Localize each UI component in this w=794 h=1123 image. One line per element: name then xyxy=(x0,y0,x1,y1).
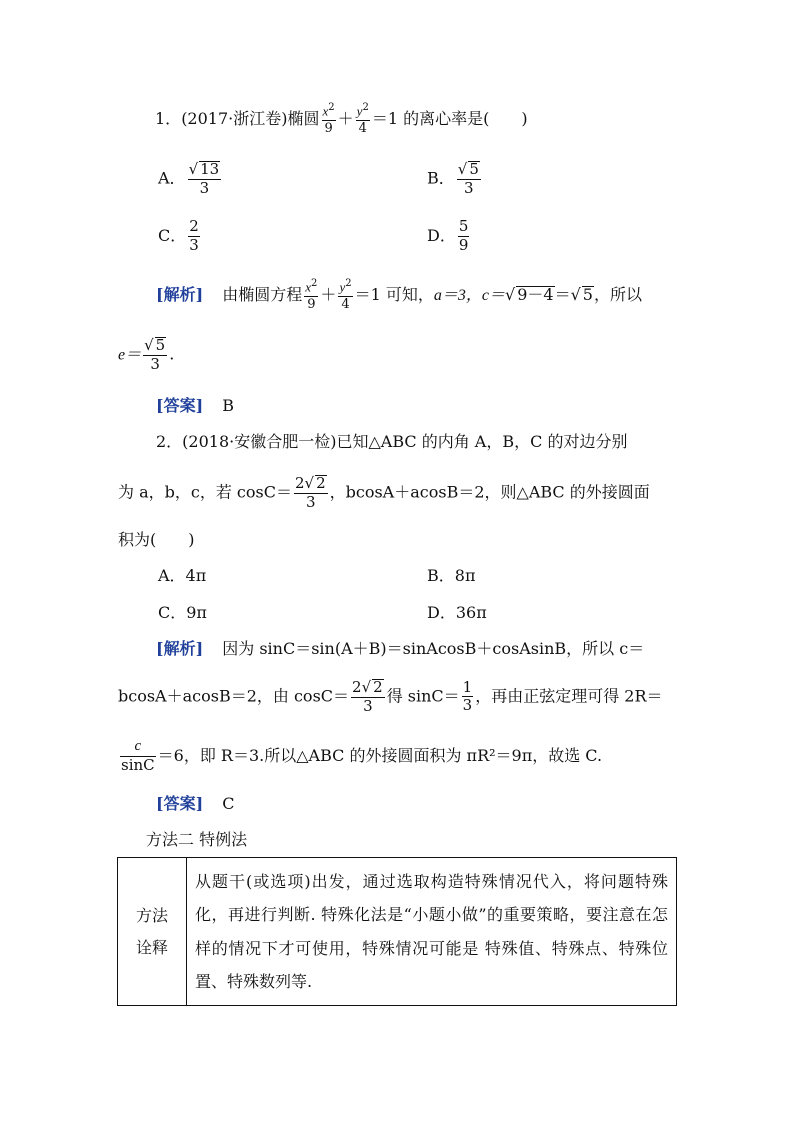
method-label: 方法 诠释 xyxy=(118,858,187,1006)
q2-analysis-line1: [解析] 因为 sinC＝sin(A＋B)＝sinAcosB＋cosAsinB，所以 c＝ xyxy=(156,639,645,658)
q1-analysis-line2: e＝ √ $\frac{5}{3}$ . xyxy=(118,336,174,374)
q1-answer: [答案] B xyxy=(156,396,235,415)
analysis-tag: [解析] xyxy=(156,639,204,658)
method-heading: 方法二 特例法 xyxy=(146,830,248,849)
q2-analysis-line2: bcosA＋acosB＝2，由 cosC＝ $\frac{2√ 2}{3}$ 得 sinC＝ $\frac{1}{3}$ ，再由正弦定理可得 2R＝ xyxy=(118,678,663,716)
analysis-tag: [解析] xyxy=(156,284,204,304)
q1-frac-x: $\frac{x^2}{9}$ xyxy=(322,102,335,136)
q1-option-d: D． $\frac{5}{9}$ xyxy=(427,217,469,254)
q1-analysis-line1: [解析] 由椭圆方程 $\frac{x^2}{9}$ ＋ $\frac{y^2}{4}$ ＝1 可知，a＝3，c＝√ 9－4＝√ 5，所以 xyxy=(156,278,642,313)
q2-stem-line3: 积为( ) xyxy=(118,530,195,549)
q1-option-c: C． $\frac{2}{3}$ xyxy=(158,217,199,254)
q2-answer: [答案] C xyxy=(156,794,235,813)
q2-option-c: C．9π xyxy=(158,603,207,622)
q2-option-d: D．36π xyxy=(427,603,487,622)
q2-stem-line1: 2．(2018·安徽合肥一检)已知△ABC 的内角 A，B，C 的对边分别 xyxy=(156,432,628,451)
q1-option-a: A． √ $\frac{13}{3}$ xyxy=(158,160,223,198)
q1-option-b: B． √ $\frac{5}{3}$ xyxy=(427,160,483,198)
q1-frac-y: $\frac{y^2}{4}$ xyxy=(356,102,369,136)
q1-stem: 1．(2017·浙江卷)椭圆 $\frac{x^2}{9}$ ＋ $\frac{y^2}{4}$ ＝1 的离心率是( ) xyxy=(155,102,528,136)
q2-stem-line2: 为 a，b，c，若 cosC＝ $\frac{2√ 2}{3}$ ，bcosA＋acosB＝2，则△ABC 的外接圆面 xyxy=(118,474,650,512)
answer-tag: [答案] xyxy=(156,794,204,813)
method-content: 从题干(或选项)出发，通过选取构造特殊情况代入，将问题特殊化，再进行判断. 特殊化法是“小题小做”的重要策略，要注意在怎样的情况下才可使用，特殊情况可能是 特殊值、特殊点、特殊位置、特殊数列等. xyxy=(187,858,677,1006)
method-table xyxy=(117,857,677,1006)
answer-tag: [答案] xyxy=(156,396,204,415)
q2-analysis-line3: $\frac{c}{\sin C}$ ＝6，即 R＝3.所以△ABC 的外接圆面积为 πR²＝9π，故选 C. xyxy=(121,738,603,774)
q2-option-a: A．4π xyxy=(158,566,207,585)
q2-option-b: B．8π xyxy=(427,566,476,585)
